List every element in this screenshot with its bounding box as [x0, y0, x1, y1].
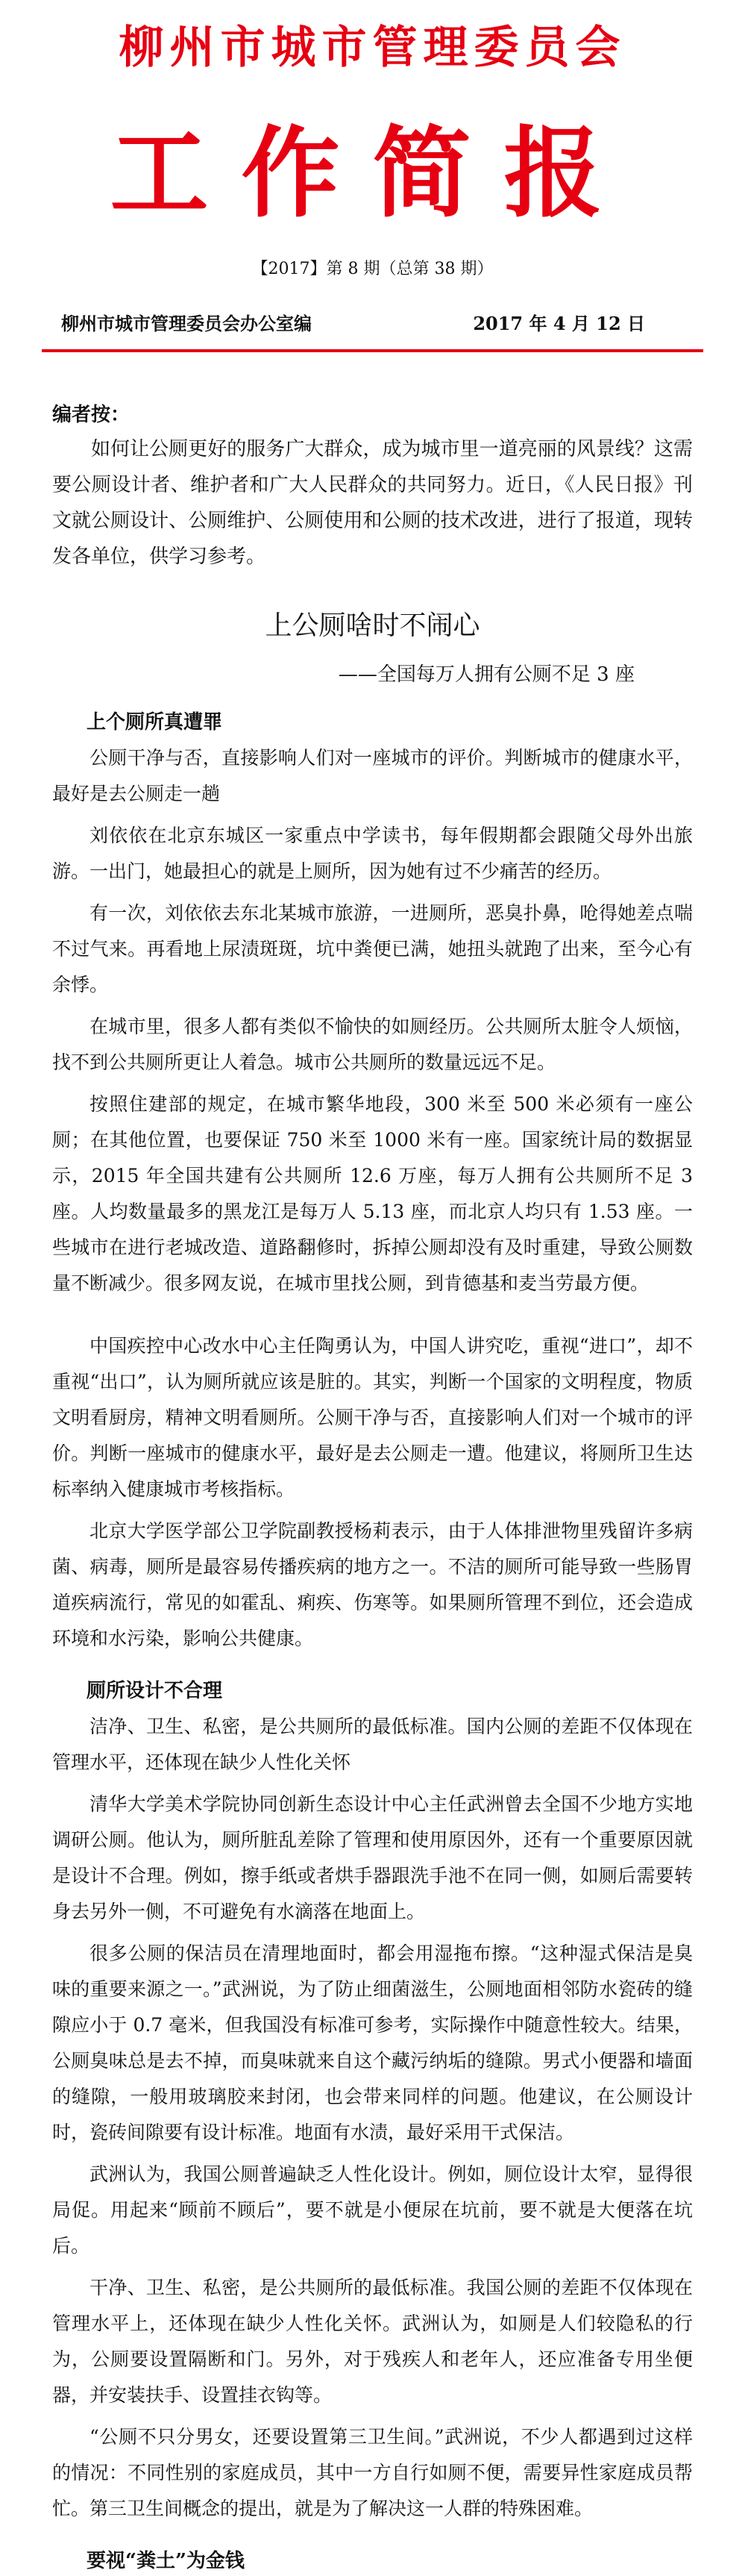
paragraph: 公厕干净与否，直接影响人们对一座城市的评价。判断城市的健康水平，最好是去公厕走一趟 [52, 747, 693, 804]
section-heading: 厕所设计不合理 [87, 1680, 223, 1702]
article-subtitle: ——全国每万人拥有公厕不足 3 座 [338, 663, 635, 686]
red-divider [42, 349, 703, 352]
issue-number: 【2017】第 8 期（总第 38 期） [251, 260, 494, 278]
publish-date: 2017 年 4 月 12 日 [473, 313, 645, 334]
section-heading: 上个厕所真遭罪 [87, 711, 223, 734]
paragraph: 很多公厕的保洁员在清理地面时，都会用湿拖布擦。“这种湿式保洁是臭味的重要来源之一。”武洲说，为了防止细菌滋生，公厕地面相邻防水瓷砖的缝隙应小于 0.7 毫米，但我国没有标准可参考，实际操作中随意性较大。结果，公厕臭味总是去不掉，而臭味就来自这个藏污纳垢的缝隙。男式小便器和墙面的缝隙，一般用玻璃胶来封闭，也会带来同样的问题。他建议，在公厕设计时，瓷砖间隙要有设计标准。地面有水渍，最好采用干式保洁。 [52, 1942, 693, 2143]
paragraph: 中国疾控中心改水中心主任陶勇认为，中国人讲究吃，重视“进口”，却不重视“出口”，认为厕所就应该是脏的。其实，判断一个国家的文明程度，物质文明看厨房，精神文明看厕所。公厕干净与否，直接影响人们对一个城市的评价。判断一座城市的健康水平，最好是去公厕走一遭。他建议，将厕所卫生达标率纳入健康城市考核指标。 [52, 1335, 693, 1500]
editor-note-text: 如何让公厕更好的服务广大群众，成为城市里一道亮丽的风景线？这需要公厕设计者、维护者和广大人民群众的共同努力。近日，《人民日报》刊文就公厕设计、公厕维护、公厕使用和公厕的技术改进，进行了报道，现转发各单位，供学习参考。 [52, 438, 693, 568]
paragraph: 洁净、卫生、私密，是公共厕所的最低标准。国内公厕的差距不仅体现在管理水平，还体现在缺少人性化关怀 [52, 1716, 693, 1773]
bulletin-meta [52, 312, 693, 336]
paragraph: 清华大学美术学院协同创新生态设计中心主任武洲曾去全国不少地方实地调研公厕。他认为，厕所脏乱差除了管理和使用原因外，还有一个重要原因就是设计不合理。例如，擦手纸或者烘手器跟洗手池不在同一侧，如厕后需要转身去另外一侧，不可避免有水滴落在地面上。 [52, 1793, 693, 1922]
paragraph: 北京大学医学部公卫学院副教授杨莉表示，由于人体排泄物里残留许多病菌、病毒，厕所是最容易传播疾病的地方之一。不洁的厕所可能导致一些肠胃道疾病流行，常见的如霍乱、痢疾、伤寒等。如果厕所管理不到位，还会造成环境和水污染，影响公共健康。 [52, 1520, 693, 1649]
paragraph: 刘依依在北京东城区一家重点中学读书，每年假期都会跟随父母外出旅游。一出门，她最担心的就是上厕所，因为她有过不少痛苦的经历。 [52, 825, 693, 882]
paragraph: 按照住建部的规定，在城市繁华地段，300 米至 500 米必须有一座公厕；在其他位置，也要保证 750 米至 1000 米有一座。国家统计局的数据显示，2015 年全国共建有公共厕所 12.6 万座，每万人拥有公共厕所不足 3 座。人均数量最多的黑龙江是每万人 5.13 座，而北京人均只有 1.53 座。一些城市在进行老城改造、道路翻修时，拆掉公厕却没有及时重建，导致公厕数量不断减少。很多网友说，在城市里找公厕，到肯德基和麦当劳最方便。 [52, 1093, 693, 1294]
paragraph: 武洲认为，我国公厕普遍缺乏人性化设计。例如，厕位设计太窄，显得很局促。用起来“顾前不顾后”，要不就是小便尿在坑前，要不就是大便落在坑后。 [52, 2163, 693, 2257]
article-title: 上公厕啥时不闹心 [265, 610, 480, 641]
editing-office: 柳州市城市管理委员会办公室编 [61, 313, 312, 334]
paragraph: 有一次，刘依依去东北某城市旅游，一进厕所，恶臭扑鼻，呛得她差点喘不过气来。再看地上尿渍斑斑，坑中粪便已满，她扭头就跑了出来，至今心有余悸。 [52, 902, 693, 995]
editor-note-label: 编者按： [52, 404, 131, 426]
organization-name: 柳州市城市管理委员会 [119, 22, 626, 74]
section-heading: 要视“粪土”为金钱 [87, 2550, 245, 2572]
bulletin-title: 工作简报 [110, 116, 635, 231]
paragraph: 干净、卫生、私密，是公共厕所的最低标准。我国公厕的差距不仅体现在管理水平上，还体现在缺少人性化关怀。武洲认为，如厕是人们较隐私的行为，公厕要设置隔断和门。另外，对于残疾人和老年人，还应准备专用坐便器，并安装扶手、设置挂衣钩等。 [52, 2277, 693, 2406]
paragraph: 在城市里，很多人都有类似不愉快的如厕经历。公共厕所太脏令人烦恼，找不到公共厕所更让人着急。城市公共厕所的数量远远不足。 [52, 1016, 693, 1073]
paragraph: “公厕不只分男女，还要设置第三卫生间。”武洲说，不少人都遇到过这样的情况：不同性别的家庭成员，其中一方自行如厕不便，需要异性家庭成员帮忙。第三卫生间概念的提出，就是为了解决这一人群的特殊困难。 [52, 2426, 693, 2519]
